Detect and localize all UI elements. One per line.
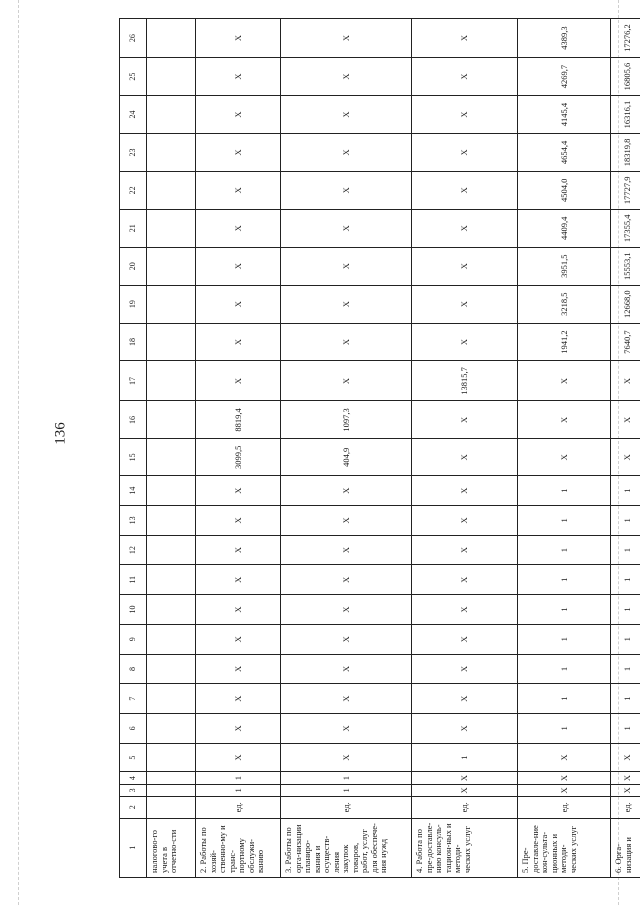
table-cell: 1941,2	[518, 323, 611, 361]
table-cell: X	[611, 743, 640, 772]
table-cell: X	[412, 133, 518, 171]
table-cell	[147, 171, 196, 209]
table-cell: X	[611, 439, 640, 476]
table-cell: X	[196, 684, 281, 714]
table-cell: 15553,1	[611, 247, 640, 285]
table-cell: X	[281, 247, 412, 285]
table-cell: 1	[518, 476, 611, 506]
table-cell: X	[412, 784, 518, 796]
table-cell: X	[196, 565, 281, 595]
table-cell: X	[412, 506, 518, 536]
table-cell: 1	[518, 565, 611, 595]
table-cell	[147, 506, 196, 536]
table-cell: X	[281, 58, 412, 96]
table-cell: X	[518, 439, 611, 476]
table-cell: 1	[611, 624, 640, 654]
table-cell: 3099,5	[196, 439, 281, 476]
table-cell: X	[281, 595, 412, 625]
data-table	[119, 18, 640, 878]
table-cell: 12668,0	[611, 285, 640, 323]
table-cell: 1	[611, 476, 640, 506]
table-cell: 4389,3	[518, 19, 611, 58]
table-cell	[147, 285, 196, 323]
table-cell	[147, 565, 196, 595]
table-cell: X	[281, 209, 412, 247]
row-description: 5. Пре-доставле-ние кон-сульта-ционных и методи-ческих услуг	[518, 818, 611, 877]
table-cell: X	[281, 654, 412, 684]
column-header: 6	[120, 714, 147, 744]
table-cell: X	[281, 476, 412, 506]
table-cell: 8819,4	[196, 401, 281, 439]
table-cell: X	[281, 714, 412, 744]
table-cell: X	[412, 624, 518, 654]
column-header: 1	[120, 818, 147, 877]
table-cell	[147, 401, 196, 439]
table-cell: X	[196, 58, 281, 96]
column-header: 24	[120, 96, 147, 134]
page-number: 136	[52, 422, 69, 445]
table-cell: X	[196, 506, 281, 536]
column-header: 11	[120, 565, 147, 595]
table-cell: X	[196, 247, 281, 285]
table-cell: X	[196, 323, 281, 361]
table-cell	[147, 361, 196, 401]
row-description: 4. Работа по пре-доставле-нию консуль-тацион-ных и методи-ческих услуг	[412, 818, 518, 877]
table-cell: X	[196, 285, 281, 323]
table-cell: X	[518, 401, 611, 439]
table-cell: X	[412, 535, 518, 565]
table-cell	[147, 439, 196, 476]
column-header: 17	[120, 361, 147, 401]
table-cell: X	[196, 171, 281, 209]
table-cell: X	[281, 19, 412, 58]
column-header: 9	[120, 624, 147, 654]
column-header: 7	[120, 684, 147, 714]
column-header: 2	[120, 797, 147, 819]
table-cell: X	[518, 743, 611, 772]
table-cell: X	[281, 323, 412, 361]
column-header: 26	[120, 19, 147, 58]
table-cell: 1	[611, 714, 640, 744]
table-cell: X	[412, 654, 518, 684]
column-header: 8	[120, 654, 147, 684]
table-cell: 1	[518, 506, 611, 536]
table-cell	[147, 714, 196, 744]
table-cell: X	[518, 772, 611, 784]
table-cell: 1	[518, 624, 611, 654]
table-cell: 13815,7	[412, 361, 518, 401]
table-cell: 1	[611, 595, 640, 625]
table-cell: X	[412, 772, 518, 784]
table-cell: X	[611, 401, 640, 439]
table-cell: ед.	[196, 797, 281, 819]
table-cell	[147, 797, 196, 819]
table-cell: 1	[611, 654, 640, 684]
table-cell: X	[196, 361, 281, 401]
table-cell: 1	[518, 654, 611, 684]
table-cell: X	[412, 247, 518, 285]
table-cell: X	[196, 209, 281, 247]
column-header: 23	[120, 133, 147, 171]
table-cell	[147, 133, 196, 171]
table-row	[611, 19, 640, 878]
table-cell: X	[196, 595, 281, 625]
table-cell: X	[281, 535, 412, 565]
table-cell: 1097,3	[281, 401, 412, 439]
column-header: 15	[120, 439, 147, 476]
table-cell	[147, 19, 196, 58]
table-cell: 7640,7	[611, 323, 640, 361]
table-cell: X	[281, 565, 412, 595]
table-cell: X	[281, 684, 412, 714]
table-cell: 1	[611, 565, 640, 595]
table-cell: X	[412, 439, 518, 476]
table-cell: 17276,2	[611, 19, 640, 58]
table-row	[518, 19, 611, 878]
table-cell: X	[196, 96, 281, 134]
column-header: 12	[120, 535, 147, 565]
table-cell: X	[412, 323, 518, 361]
row-description: 2. Работы по хозяй-ственно-му и транс-портному обслужи-ванию	[196, 818, 281, 877]
table-cell: 1	[611, 506, 640, 536]
table-cell: ед.	[412, 797, 518, 819]
table-cell: X	[412, 684, 518, 714]
table-cell: X	[412, 714, 518, 744]
table-cell: X	[281, 133, 412, 171]
table-cell: X	[196, 714, 281, 744]
column-header: 4	[120, 772, 147, 784]
table-cell: X	[281, 285, 412, 323]
column-header: 25	[120, 58, 147, 96]
table-cell: ед.	[281, 797, 412, 819]
table-cell: ед.	[611, 797, 640, 819]
table-cell: 1	[196, 784, 281, 796]
table-cell	[147, 595, 196, 625]
row-description: налогово-го учета в отчетно-сти	[147, 818, 196, 877]
column-header: 14	[120, 476, 147, 506]
table-cell: X	[196, 624, 281, 654]
column-header: 10	[120, 595, 147, 625]
table-cell	[147, 784, 196, 796]
table-cell: X	[196, 743, 281, 772]
table-cell: 4504,0	[518, 171, 611, 209]
table-cell: X	[611, 772, 640, 784]
rotated-table-wrapper	[119, 18, 633, 878]
table-row	[147, 19, 196, 878]
table-cell: X	[412, 285, 518, 323]
column-header: 19	[120, 285, 147, 323]
table-cell: 3951,5	[518, 247, 611, 285]
table-cell: X	[196, 133, 281, 171]
table-cell: ед.	[518, 797, 611, 819]
table-cell: 16805,6	[611, 58, 640, 96]
table-cell: X	[412, 209, 518, 247]
table-cell: X	[196, 535, 281, 565]
table-cell: X	[611, 784, 640, 796]
column-header: 20	[120, 247, 147, 285]
table-cell	[147, 323, 196, 361]
row-description: 3. Работы по орга-низации планиро-вания и осуществ-ления закупок товаров, работ, услуг для обеспече-ния нужд	[281, 818, 412, 877]
table-cell: 1	[281, 772, 412, 784]
table-cell: 4145,4	[518, 96, 611, 134]
column-header: 3	[120, 784, 147, 796]
table-cell	[147, 624, 196, 654]
table-cell: X	[281, 96, 412, 134]
table-cell: 1	[611, 535, 640, 565]
table-cell	[147, 209, 196, 247]
table-cell: X	[196, 19, 281, 58]
table-cell: 4654,4	[518, 133, 611, 171]
table-cell: 3218,5	[518, 285, 611, 323]
table-cell: X	[281, 171, 412, 209]
table-cell	[147, 743, 196, 772]
table-cell	[147, 476, 196, 506]
table-cell	[147, 247, 196, 285]
table-cell: X	[412, 595, 518, 625]
row-description: 6. Орга-низация и	[611, 818, 640, 877]
table-row	[281, 19, 412, 878]
table-cell	[147, 535, 196, 565]
table-cell: X	[412, 171, 518, 209]
table-row	[196, 19, 281, 878]
column-header: 16	[120, 401, 147, 439]
table-cell: 1	[412, 743, 518, 772]
table-cell: X	[412, 401, 518, 439]
table-cell: 17355,4	[611, 209, 640, 247]
table-cell: 1	[518, 714, 611, 744]
table-cell	[147, 772, 196, 784]
table-cell: X	[281, 743, 412, 772]
table-cell: 16316,1	[611, 96, 640, 134]
column-header: 21	[120, 209, 147, 247]
table-cell: X	[281, 624, 412, 654]
table-cell	[147, 654, 196, 684]
table-cell: 1	[518, 535, 611, 565]
table-cell: 4409,4	[518, 209, 611, 247]
table-cell: X	[412, 96, 518, 134]
table-cell: X	[412, 58, 518, 96]
table-cell: 17727,9	[611, 171, 640, 209]
table-cell: X	[412, 476, 518, 506]
table-cell: X	[518, 784, 611, 796]
table-cell: 18319,8	[611, 133, 640, 171]
column-header: 18	[120, 323, 147, 361]
table-cell: 1	[518, 684, 611, 714]
table-cell: 1	[196, 772, 281, 784]
column-header: 5	[120, 743, 147, 772]
table-cell: X	[196, 476, 281, 506]
table-cell	[147, 58, 196, 96]
table-cell: 1	[611, 684, 640, 714]
table-cell: X	[412, 565, 518, 595]
table-cell	[147, 96, 196, 134]
column-header: 13	[120, 506, 147, 536]
table-cell: X	[196, 654, 281, 684]
table-row	[412, 19, 518, 878]
table-cell: X	[412, 19, 518, 58]
scan-edge-line-left	[18, 0, 19, 905]
column-header: 22	[120, 171, 147, 209]
table-cell: 404,9	[281, 439, 412, 476]
table-cell: 4269,7	[518, 58, 611, 96]
table-cell: 1	[518, 595, 611, 625]
header-row	[120, 19, 147, 878]
table-cell: 1	[281, 784, 412, 796]
table-cell	[147, 684, 196, 714]
table-cell: X	[518, 361, 611, 401]
table-cell: X	[281, 361, 412, 401]
table-cell: X	[611, 361, 640, 401]
table-cell: X	[281, 506, 412, 536]
